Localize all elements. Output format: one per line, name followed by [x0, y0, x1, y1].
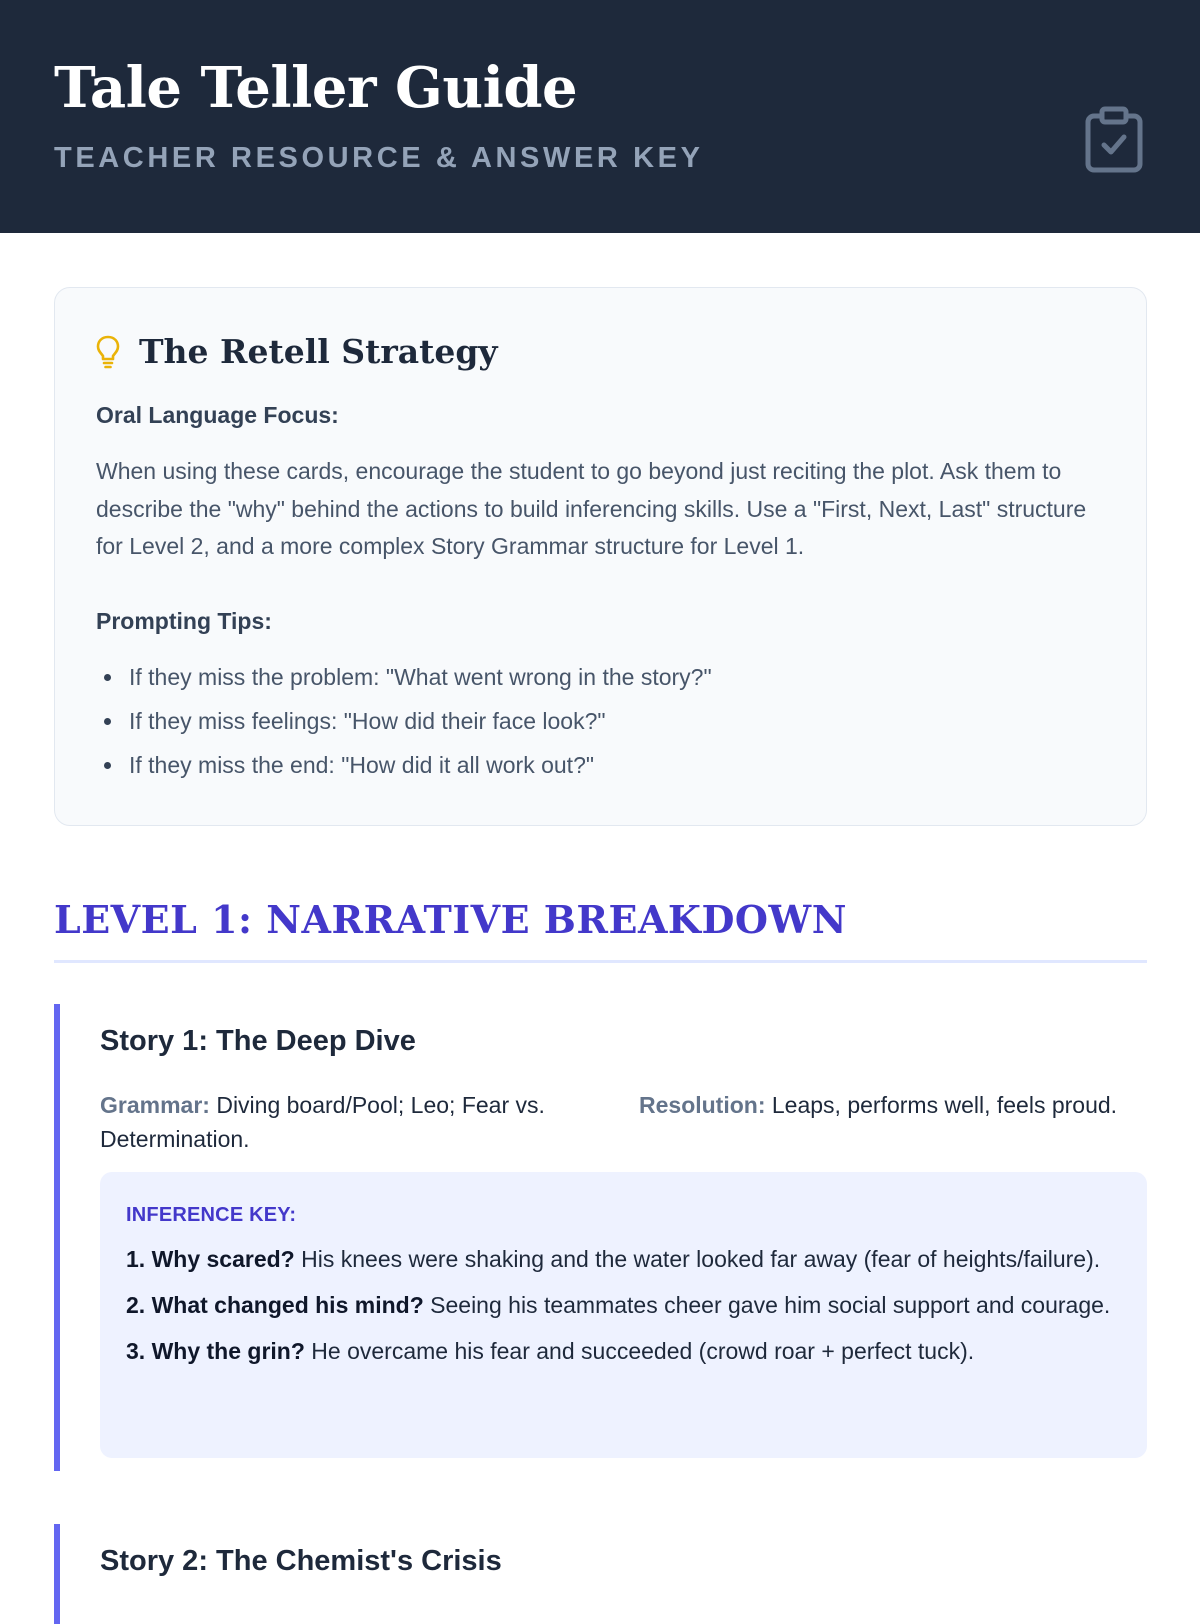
- inference-item: [126, 1334, 1116, 1368]
- prompting-tips-list: [96, 662, 712, 794]
- clipboard-check-icon: [1082, 106, 1146, 174]
- inference-question: 1. Why scared?: [126, 1246, 295, 1272]
- tips-label: Prompting Tips:: [96, 608, 272, 634]
- page-title: Tale Teller Guide: [54, 55, 578, 121]
- focus-label: Oral Language Focus:: [96, 402, 339, 428]
- inference-item: [126, 1288, 1116, 1322]
- lightbulb-icon: [95, 334, 121, 370]
- tip-text: If they miss feelings: "How did their face look?": [129, 708, 606, 734]
- inference-list: [126, 1242, 1116, 1380]
- page-header: [0, 0, 1200, 233]
- inference-answer: Seeing his teammates cheer gave him social support and courage.: [430, 1292, 1111, 1318]
- story-card: [54, 1004, 1147, 1471]
- inference-question: 2. What changed his mind?: [126, 1292, 424, 1318]
- strategy-title-row: [95, 330, 498, 374]
- inference-answer: His knees were shaking and the water looked far away (fear of heights/failure).: [301, 1246, 1101, 1272]
- story-card: [54, 1524, 1147, 1624]
- list-item: [96, 662, 712, 692]
- list-item: [96, 750, 712, 780]
- tip-text: If they miss the end: "How did it all work out?": [129, 752, 595, 778]
- resolution-text: Leaps, performs well, feels proud.: [771, 1092, 1118, 1118]
- tip-text: If they miss the problem: "What went wrong in the story?": [129, 664, 712, 690]
- level-1-heading: LEVEL 1: NARRATIVE BREAKDOWN: [54, 897, 847, 942]
- grammar-text: Diving board/Pool; Leo; Fear vs. Determination.: [100, 1092, 545, 1152]
- bullet-dot: [104, 762, 111, 769]
- list-item: [96, 706, 712, 736]
- inference-answer: He overcame his fear and succeeded (crowd roar + perfect tuck).: [311, 1338, 975, 1364]
- strategy-title: The Retell Strategy: [139, 332, 498, 371]
- grammar-cell: [100, 1088, 606, 1156]
- level-divider: [54, 960, 1147, 963]
- story-grammar-grid: [100, 1088, 1147, 1156]
- story-title: Story 1: The Deep Dive: [100, 1025, 416, 1057]
- focus-text: When using these cards, encourage the student to go beyond just reciting the plot. Ask them to describe the "why" behind the actions to build inferencing skills. Use a "First, Next, Last" structure for Level 2, and a more complex Story Grammar structure for Level 1.: [96, 458, 1087, 559]
- bullet-dot: [104, 718, 111, 725]
- resolution-label: Resolution:: [639, 1092, 766, 1118]
- story-title: Story 2: The Chemist's Crisis: [100, 1545, 502, 1577]
- inference-key-box: [100, 1172, 1147, 1458]
- resolution-cell: [606, 1088, 1147, 1156]
- inference-key-label: INFERENCE KEY:: [126, 1204, 297, 1226]
- page-subtitle: TEACHER RESOURCE & ANSWER KEY: [54, 142, 704, 174]
- inference-item: [126, 1242, 1116, 1276]
- inference-question: 3. Why the grin?: [126, 1338, 305, 1364]
- retell-strategy-card: [54, 287, 1147, 826]
- bullet-dot: [104, 674, 111, 681]
- grammar-label: Grammar:: [100, 1092, 210, 1118]
